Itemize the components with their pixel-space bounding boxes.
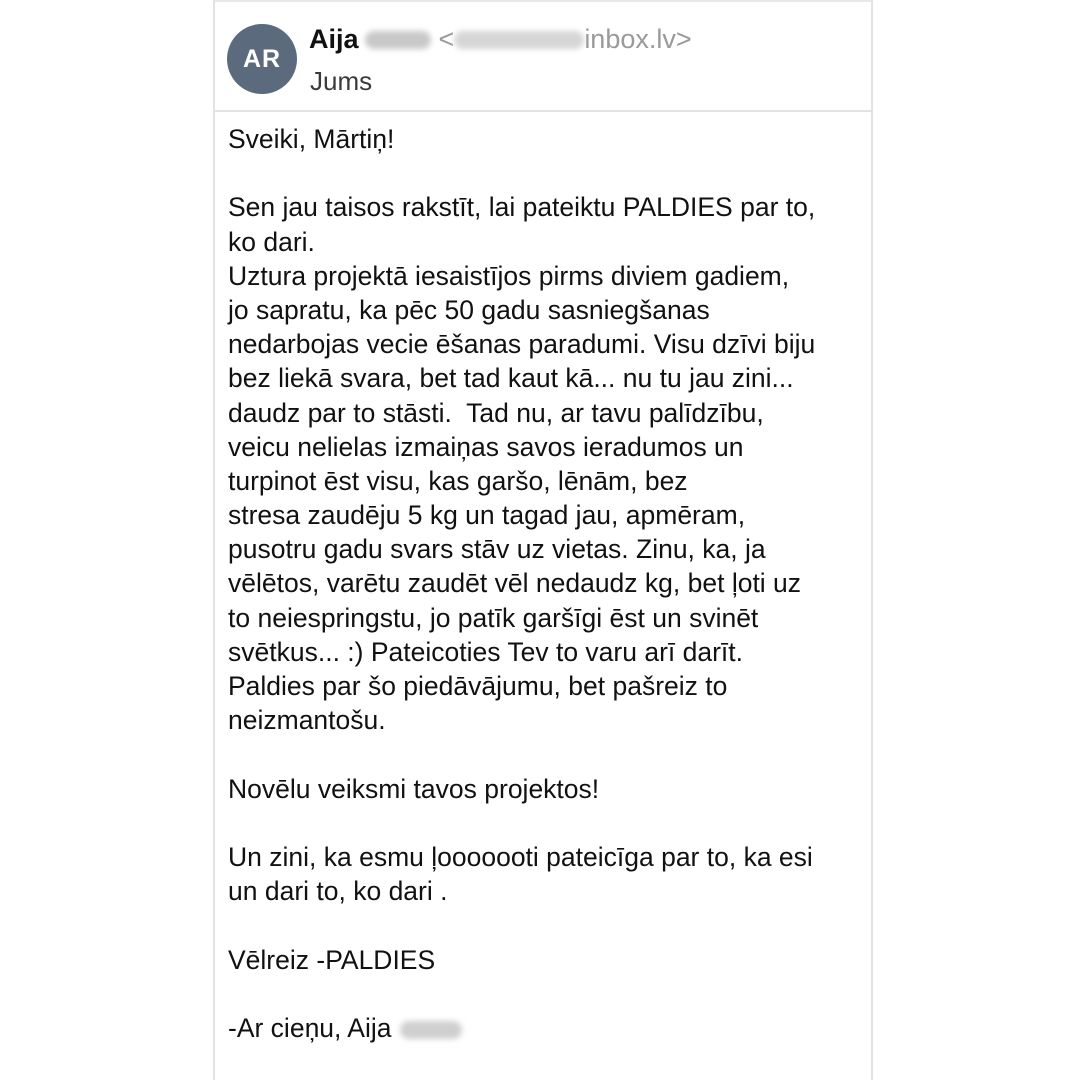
body-line: svētkus... :) Pateicoties Tev to varu arī darīt.	[228, 636, 744, 667]
body-line: Sveiki, Mārtiņ!	[228, 124, 395, 154]
body-line: stresa zaudēju 5 kg un tagad jau, apmēram,	[228, 500, 746, 531]
body-line	[228, 908, 864, 942]
body-line	[228, 806, 864, 840]
body-line: to neiespringstu, jo patīk garšīgi ēst un svinēt	[228, 602, 759, 633]
redacted-signature-surname	[400, 1021, 462, 1039]
email-body	[228, 122, 864, 1045]
avatar-initials: AR	[242, 44, 282, 73]
body-line: veicu nelielas izmaiņas savos ieradumos un	[228, 431, 744, 462]
body-line: un dari to, ko dari .	[228, 876, 448, 907]
sender-name: Aija	[309, 24, 359, 54]
body-line: daudz par to stāsti. Tad nu, ar tavu palīdzību,	[228, 397, 764, 428]
sender-avatar[interactable]	[227, 24, 297, 94]
signature-text: -Ar cieņu, Aija	[228, 1012, 392, 1043]
signature-line	[228, 1011, 864, 1045]
recipient-label[interactable]: Jums	[310, 66, 373, 96]
body-line	[228, 737, 864, 771]
body-line: ko dari.	[228, 226, 315, 257]
body-line: neizmantošu.	[228, 705, 386, 736]
body-line: Paldies par šo piedāvājumu, bet pašreiz to	[228, 671, 728, 701]
body-line: pusotru gadu svars stāv uz vietas. Zinu, ka, ja	[228, 534, 766, 565]
email-message	[213, 0, 873, 1080]
body-line: nedarbojas vecie ēšanas paradumi. Visu dzīvi biju	[228, 329, 816, 360]
body-line: Novēlu veiksmi tavos projektos!	[228, 773, 600, 804]
body-line: Vēlreiz -PALDIES	[228, 944, 436, 975]
sender-email-open: <	[438, 24, 455, 54]
body-line: Un zini, ka esmu ļooooooti pateicīga par to, ka esi	[228, 841, 813, 872]
redacted-surname	[365, 31, 431, 49]
body-line: jo sapratu, ka pēc 50 gadu sasniegšanas	[228, 294, 710, 325]
email-header	[215, 2, 871, 112]
body-line: Uztura projektā iesaistījos pirms diviem gadiem,	[228, 260, 790, 291]
body-line	[228, 977, 864, 1011]
sender-email-domain: inbox.lv>	[584, 24, 692, 54]
body-line: bez liekā svara, bet tad kaut kā... nu tu jau zini...	[228, 363, 794, 394]
sender-line[interactable]	[309, 22, 692, 56]
sender-email	[439, 24, 692, 54]
body-line: Sen jau taisos rakstīt, lai pateiktu PALDIES par to,	[228, 192, 816, 223]
body-line	[228, 156, 864, 190]
redacted-email-user	[454, 31, 584, 49]
body-line: vēlētos, varētu zaudēt vēl nedaudz kg, bet ļoti uz	[228, 568, 802, 599]
body-line: turpinot ēst visu, kas garšo, lēnām, bez	[228, 465, 688, 496]
